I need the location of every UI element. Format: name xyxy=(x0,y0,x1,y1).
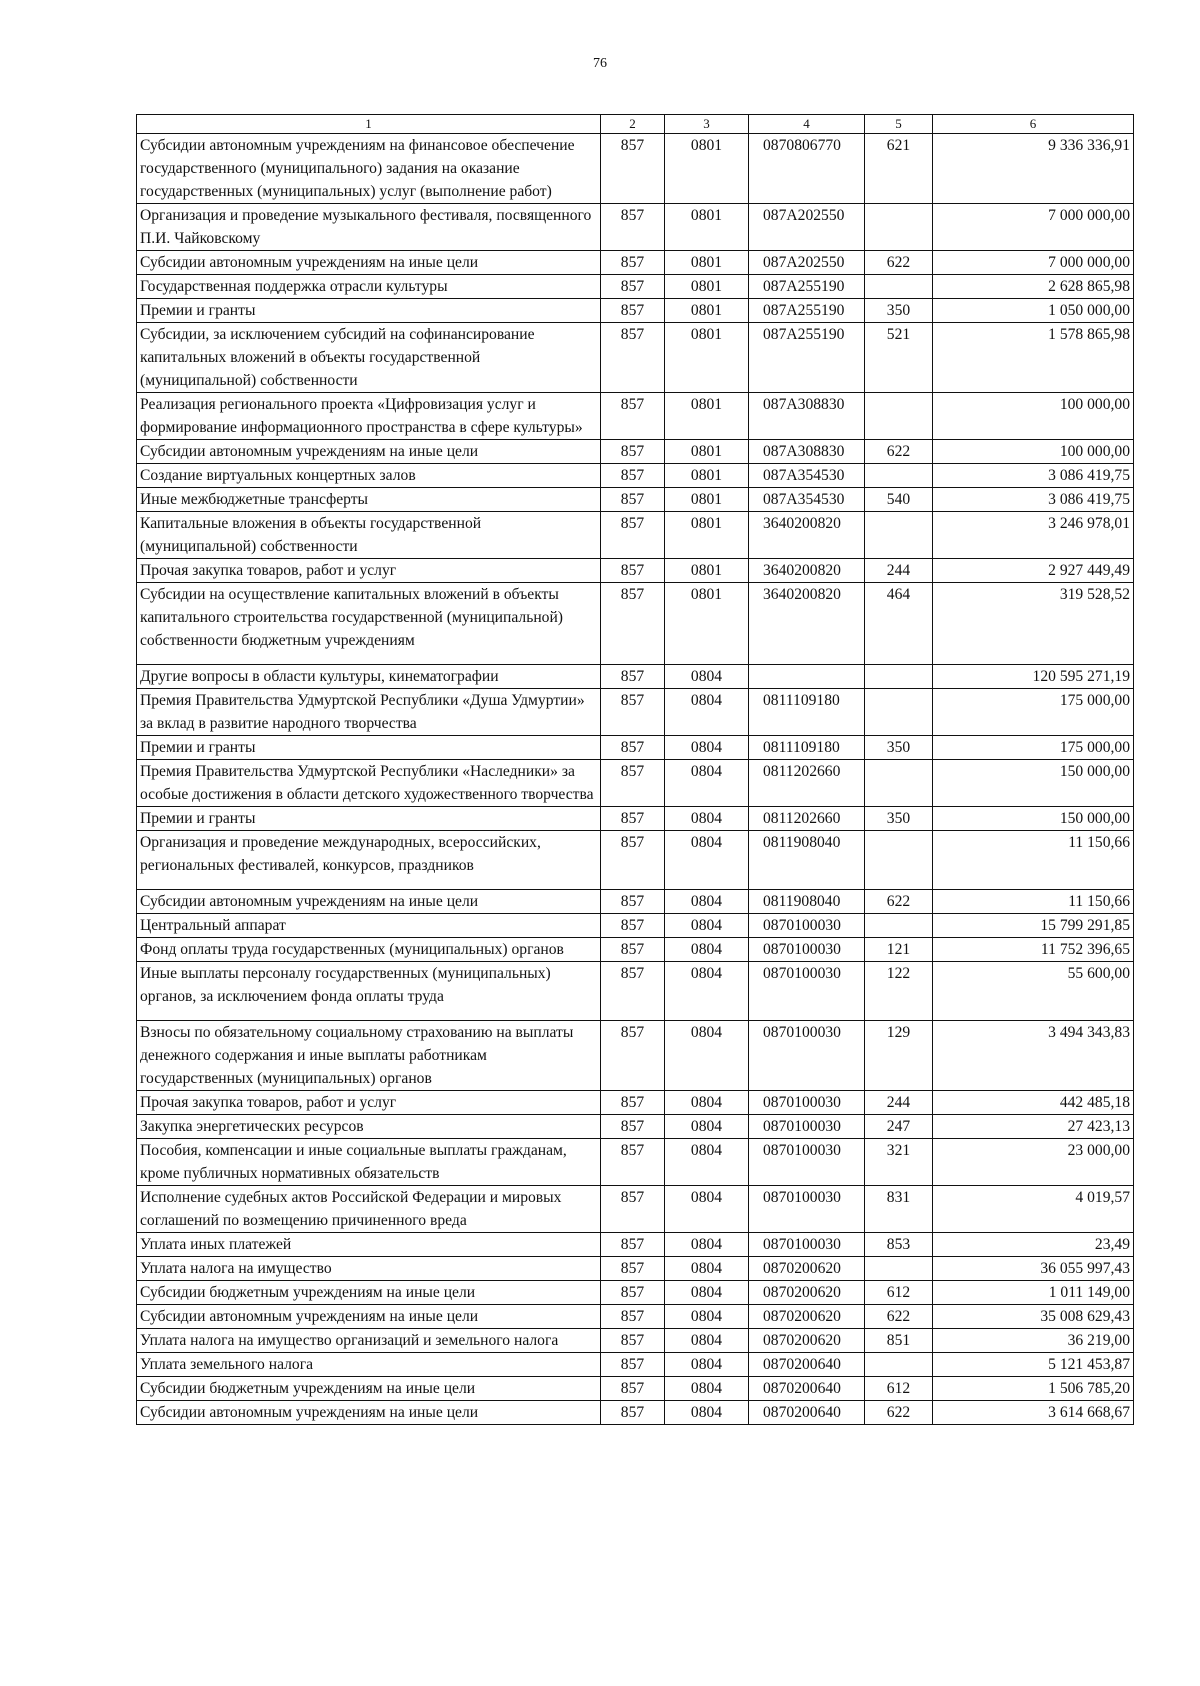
grbs-code: 857 xyxy=(601,1139,665,1186)
column-header: 5 xyxy=(865,115,933,134)
section-code: 0801 xyxy=(665,323,749,393)
expense-type-code: 851 xyxy=(865,1329,933,1353)
grbs-code: 857 xyxy=(601,1091,665,1115)
expense-type-code xyxy=(865,831,933,890)
grbs-code: 857 xyxy=(601,1377,665,1401)
amount: 1 578 865,98 xyxy=(933,323,1134,393)
grbs-code: 857 xyxy=(601,512,665,559)
target-code: 0870200620 xyxy=(749,1305,865,1329)
expense-type-code: 121 xyxy=(865,938,933,962)
column-header: 1 xyxy=(137,115,601,134)
section-code: 0804 xyxy=(665,1186,749,1233)
target-code: 087A255190 xyxy=(749,299,865,323)
target-code: 087A308830 xyxy=(749,440,865,464)
grbs-code: 857 xyxy=(601,464,665,488)
amount: 36 055 997,43 xyxy=(933,1257,1134,1281)
table-row xyxy=(137,831,1134,890)
amount: 100 000,00 xyxy=(933,440,1134,464)
table-row xyxy=(137,736,1134,760)
expense-type-code: 247 xyxy=(865,1115,933,1139)
row-name: Субсидии автономным учреждениям на финансовое обеспечение государственного (муниципального) задания на оказание государственных (муниципальных) услуг (выполнение работ) xyxy=(137,134,601,204)
table-row xyxy=(137,275,1134,299)
expense-type-code: 622 xyxy=(865,1401,933,1425)
row-name: Премия Правительства Удмуртской Республики «Наследники» за особые достижения в области детского художественного творчества xyxy=(137,760,601,807)
table-row xyxy=(137,323,1134,393)
expense-type-code xyxy=(865,1257,933,1281)
table-row xyxy=(137,1329,1134,1353)
column-header: 3 xyxy=(665,115,749,134)
target-code: 0870100030 xyxy=(749,1139,865,1186)
amount: 11 150,66 xyxy=(933,890,1134,914)
expense-type-code: 612 xyxy=(865,1377,933,1401)
row-name: Субсидии на осуществление капитальных вложений в объекты капитального строительства государственной (муниципальной) собственности бюджетным учреждениям xyxy=(137,583,601,665)
expense-type-code: 622 xyxy=(865,890,933,914)
row-name: Уплата иных платежей xyxy=(137,1233,601,1257)
section-code: 0804 xyxy=(665,1091,749,1115)
target-code: 3640200820 xyxy=(749,583,865,665)
amount: 35 008 629,43 xyxy=(933,1305,1134,1329)
table-header-row xyxy=(137,115,1134,134)
amount: 2 927 449,49 xyxy=(933,559,1134,583)
grbs-code: 857 xyxy=(601,760,665,807)
grbs-code: 857 xyxy=(601,393,665,440)
row-name: Организация и проведение музыкального фестиваля, посвященного П.И. Чайковскому xyxy=(137,204,601,251)
target-code: 3640200820 xyxy=(749,512,865,559)
section-code: 0804 xyxy=(665,689,749,736)
table-row xyxy=(137,962,1134,1021)
amount: 1 050 000,00 xyxy=(933,299,1134,323)
target-code: 0811908040 xyxy=(749,831,865,890)
amount: 1 506 785,20 xyxy=(933,1377,1134,1401)
expense-type-code: 612 xyxy=(865,1281,933,1305)
table-row xyxy=(137,583,1134,665)
section-code: 0804 xyxy=(665,1377,749,1401)
section-code: 0801 xyxy=(665,559,749,583)
grbs-code: 857 xyxy=(601,665,665,689)
row-name: Иные межбюджетные трансферты xyxy=(137,488,601,512)
table-row xyxy=(137,393,1134,440)
target-code: 0870100030 xyxy=(749,962,865,1021)
section-code: 0804 xyxy=(665,1329,749,1353)
table-row xyxy=(137,251,1134,275)
target-code: 0870100030 xyxy=(749,1233,865,1257)
table-row xyxy=(137,1021,1134,1091)
row-name: Исполнение судебных актов Российской Федерации и мировых соглашений по возмещению причиненного вреда xyxy=(137,1186,601,1233)
section-code: 0804 xyxy=(665,736,749,760)
row-name: Фонд оплаты труда государственных (муниципальных) органов xyxy=(137,938,601,962)
expense-type-code: 622 xyxy=(865,440,933,464)
grbs-code: 857 xyxy=(601,1305,665,1329)
table-row xyxy=(137,890,1134,914)
section-code: 0801 xyxy=(665,488,749,512)
expense-type-code xyxy=(865,393,933,440)
row-name: Субсидии автономным учреждениям на иные цели xyxy=(137,251,601,275)
column-header: 4 xyxy=(749,115,865,134)
section-code: 0804 xyxy=(665,1021,749,1091)
section-code: 0804 xyxy=(665,760,749,807)
row-name: Субсидии автономным учреждениям на иные цели xyxy=(137,1401,601,1425)
grbs-code: 857 xyxy=(601,1281,665,1305)
amount: 11 150,66 xyxy=(933,831,1134,890)
table-row xyxy=(137,512,1134,559)
section-code: 0801 xyxy=(665,204,749,251)
expense-type-code xyxy=(865,464,933,488)
amount: 3 494 343,83 xyxy=(933,1021,1134,1091)
column-header: 6 xyxy=(933,115,1134,134)
grbs-code: 857 xyxy=(601,1186,665,1233)
amount: 150 000,00 xyxy=(933,807,1134,831)
row-name: Уплата налога на имущество xyxy=(137,1257,601,1281)
section-code: 0804 xyxy=(665,1115,749,1139)
section-code: 0804 xyxy=(665,665,749,689)
expense-type-code: 464 xyxy=(865,583,933,665)
expense-type-code: 853 xyxy=(865,1233,933,1257)
target-code: 0870806770 xyxy=(749,134,865,204)
amount: 3 086 419,75 xyxy=(933,464,1134,488)
expense-type-code xyxy=(865,1353,933,1377)
grbs-code: 857 xyxy=(601,962,665,1021)
section-code: 0804 xyxy=(665,1305,749,1329)
row-name: Закупка энергетических ресурсов xyxy=(137,1115,601,1139)
amount: 100 000,00 xyxy=(933,393,1134,440)
table-row xyxy=(137,1353,1134,1377)
amount: 9 336 336,91 xyxy=(933,134,1134,204)
expense-type-code: 350 xyxy=(865,807,933,831)
table-row xyxy=(137,1139,1134,1186)
column-header: 2 xyxy=(601,115,665,134)
grbs-code: 857 xyxy=(601,488,665,512)
target-code: 087A202550 xyxy=(749,204,865,251)
grbs-code: 857 xyxy=(601,275,665,299)
expense-type-code xyxy=(865,665,933,689)
grbs-code: 857 xyxy=(601,1401,665,1425)
row-name: Субсидии автономным учреждениям на иные цели xyxy=(137,440,601,464)
page-number: 76 xyxy=(593,56,607,71)
row-name: Премии и гранты xyxy=(137,299,601,323)
amount: 55 600,00 xyxy=(933,962,1134,1021)
target-code: 087A354530 xyxy=(749,464,865,488)
section-code: 0804 xyxy=(665,1281,749,1305)
section-code: 0801 xyxy=(665,275,749,299)
section-code: 0801 xyxy=(665,299,749,323)
row-name: Субсидии, за исключением субсидий на софинансирование капитальных вложений в объекты государственной (муниципальной) собственности xyxy=(137,323,601,393)
budget-table xyxy=(136,114,1134,1425)
amount: 319 528,52 xyxy=(933,583,1134,665)
grbs-code: 857 xyxy=(601,1353,665,1377)
grbs-code: 857 xyxy=(601,1233,665,1257)
target-code: 0870200620 xyxy=(749,1257,865,1281)
row-name: Субсидии автономным учреждениям на иные цели xyxy=(137,890,601,914)
row-name: Субсидии бюджетным учреждениям на иные цели xyxy=(137,1377,601,1401)
expense-type-code: 129 xyxy=(865,1021,933,1091)
table-row xyxy=(137,1091,1134,1115)
grbs-code: 857 xyxy=(601,1329,665,1353)
row-name: Премии и гранты xyxy=(137,736,601,760)
table-row xyxy=(137,204,1134,251)
row-name: Премия Правительства Удмуртской Республики «Душа Удмуртии» за вклад в развитие народного творчества xyxy=(137,689,601,736)
section-code: 0804 xyxy=(665,1139,749,1186)
section-code: 0801 xyxy=(665,440,749,464)
target-code: 0811202660 xyxy=(749,807,865,831)
row-name: Субсидии бюджетным учреждениям на иные цели xyxy=(137,1281,601,1305)
target-code: 0870100030 xyxy=(749,914,865,938)
expense-type-code: 350 xyxy=(865,299,933,323)
target-code: 0870200640 xyxy=(749,1401,865,1425)
grbs-code: 857 xyxy=(601,914,665,938)
amount: 175 000,00 xyxy=(933,689,1134,736)
expense-type-code: 244 xyxy=(865,1091,933,1115)
grbs-code: 857 xyxy=(601,938,665,962)
expense-type-code: 831 xyxy=(865,1186,933,1233)
row-name: Уплата земельного налога xyxy=(137,1353,601,1377)
target-code: 0870200620 xyxy=(749,1281,865,1305)
amount: 23 000,00 xyxy=(933,1139,1134,1186)
row-name: Пособия, компенсации и иные социальные выплаты гражданам, кроме публичных нормативных обязательств xyxy=(137,1139,601,1186)
expense-type-code xyxy=(865,760,933,807)
grbs-code: 857 xyxy=(601,890,665,914)
grbs-code: 857 xyxy=(601,204,665,251)
expense-type-code: 540 xyxy=(865,488,933,512)
target-code: 087A308830 xyxy=(749,393,865,440)
row-name: Иные выплаты персоналу государственных (муниципальных) органов, за исключением фонда оплаты труда xyxy=(137,962,601,1021)
section-code: 0804 xyxy=(665,938,749,962)
amount: 442 485,18 xyxy=(933,1091,1134,1115)
expense-type-code xyxy=(865,204,933,251)
grbs-code: 857 xyxy=(601,736,665,760)
section-code: 0804 xyxy=(665,890,749,914)
section-code: 0804 xyxy=(665,962,749,1021)
grbs-code: 857 xyxy=(601,134,665,204)
row-name: Уплата налога на имущество организаций и земельного налога xyxy=(137,1329,601,1353)
expense-type-code: 622 xyxy=(865,1305,933,1329)
grbs-code: 857 xyxy=(601,807,665,831)
expense-type-code: 622 xyxy=(865,251,933,275)
row-name: Центральный аппарат xyxy=(137,914,601,938)
amount: 11 752 396,65 xyxy=(933,938,1134,962)
amount: 4 019,57 xyxy=(933,1186,1134,1233)
grbs-code: 857 xyxy=(601,251,665,275)
grbs-code: 857 xyxy=(601,1257,665,1281)
table-row xyxy=(137,488,1134,512)
section-code: 0804 xyxy=(665,1233,749,1257)
row-name: Государственная поддержка отрасли культуры xyxy=(137,275,601,299)
amount: 23,49 xyxy=(933,1233,1134,1257)
target-code: 0811109180 xyxy=(749,689,865,736)
row-name: Прочая закупка товаров, работ и услуг xyxy=(137,1091,601,1115)
target-code: 087A202550 xyxy=(749,251,865,275)
target-code: 087A255190 xyxy=(749,323,865,393)
amount: 3 246 978,01 xyxy=(933,512,1134,559)
target-code: 0811908040 xyxy=(749,890,865,914)
amount: 15 799 291,85 xyxy=(933,914,1134,938)
section-code: 0804 xyxy=(665,831,749,890)
table-row xyxy=(137,134,1134,204)
row-name: Капитальные вложения в объекты государственной (муниципальной) собственности xyxy=(137,512,601,559)
grbs-code: 857 xyxy=(601,299,665,323)
table-row xyxy=(137,689,1134,736)
target-code: 0870100030 xyxy=(749,938,865,962)
amount: 3 086 419,75 xyxy=(933,488,1134,512)
amount: 5 121 453,87 xyxy=(933,1353,1134,1377)
expense-type-code xyxy=(865,512,933,559)
table-row xyxy=(137,464,1134,488)
section-code: 0801 xyxy=(665,251,749,275)
amount: 2 628 865,98 xyxy=(933,275,1134,299)
row-name: Создание виртуальных концертных залов xyxy=(137,464,601,488)
section-code: 0801 xyxy=(665,134,749,204)
target-code: 087A354530 xyxy=(749,488,865,512)
amount: 7 000 000,00 xyxy=(933,251,1134,275)
section-code: 0801 xyxy=(665,512,749,559)
expense-type-code: 521 xyxy=(865,323,933,393)
expense-type-code xyxy=(865,689,933,736)
amount: 36 219,00 xyxy=(933,1329,1134,1353)
section-code: 0801 xyxy=(665,464,749,488)
row-name: Организация и проведение международных, всероссийских, региональных фестивалей, конкурсов, праздников xyxy=(137,831,601,890)
section-code: 0804 xyxy=(665,1401,749,1425)
section-code: 0804 xyxy=(665,1353,749,1377)
row-name: Реализация регионального проекта «Цифровизация услуг и формирование информационного пространства в сфере культуры» xyxy=(137,393,601,440)
expense-type-code xyxy=(865,275,933,299)
row-name: Субсидии автономным учреждениям на иные цели xyxy=(137,1305,601,1329)
target-code: 0870100030 xyxy=(749,1091,865,1115)
table-row xyxy=(137,1377,1134,1401)
row-name: Взносы по обязательному социальному страхованию на выплаты денежного содержания и иные выплаты работникам государственных (муниципальных) органов xyxy=(137,1021,601,1091)
target-code: 0811109180 xyxy=(749,736,865,760)
section-code: 0804 xyxy=(665,807,749,831)
target-code: 0870100030 xyxy=(749,1115,865,1139)
amount: 3 614 668,67 xyxy=(933,1401,1134,1425)
section-code: 0801 xyxy=(665,393,749,440)
section-code: 0804 xyxy=(665,1257,749,1281)
row-name: Прочая закупка товаров, работ и услуг xyxy=(137,559,601,583)
table-row xyxy=(137,1305,1134,1329)
target-code: 0870200640 xyxy=(749,1353,865,1377)
target-code: 0870200620 xyxy=(749,1329,865,1353)
expense-type-code: 244 xyxy=(865,559,933,583)
target-code: 087A255190 xyxy=(749,275,865,299)
expense-type-code: 321 xyxy=(865,1139,933,1186)
table-row xyxy=(137,1257,1134,1281)
amount: 27 423,13 xyxy=(933,1115,1134,1139)
table-row xyxy=(137,665,1134,689)
table-row xyxy=(137,1401,1134,1425)
expense-type-code: 621 xyxy=(865,134,933,204)
grbs-code: 857 xyxy=(601,583,665,665)
table-row xyxy=(137,440,1134,464)
target-code: 0811202660 xyxy=(749,760,865,807)
expense-type-code xyxy=(865,914,933,938)
amount: 7 000 000,00 xyxy=(933,204,1134,251)
target-code: 0870100030 xyxy=(749,1186,865,1233)
table-row xyxy=(137,760,1134,807)
amount: 175 000,00 xyxy=(933,736,1134,760)
grbs-code: 857 xyxy=(601,440,665,464)
table-row xyxy=(137,559,1134,583)
grbs-code: 857 xyxy=(601,1115,665,1139)
target-code: 0870100030 xyxy=(749,1021,865,1091)
table-row xyxy=(137,807,1134,831)
amount: 1 011 149,00 xyxy=(933,1281,1134,1305)
table-row xyxy=(137,299,1134,323)
table-row xyxy=(137,1233,1134,1257)
grbs-code: 857 xyxy=(601,559,665,583)
target-code xyxy=(749,665,865,689)
section-code: 0801 xyxy=(665,583,749,665)
target-code: 0870200640 xyxy=(749,1377,865,1401)
target-code: 3640200820 xyxy=(749,559,865,583)
grbs-code: 857 xyxy=(601,689,665,736)
expense-type-code: 122 xyxy=(865,962,933,1021)
table-row xyxy=(137,1281,1134,1305)
amount: 150 000,00 xyxy=(933,760,1134,807)
row-name: Премии и гранты xyxy=(137,807,601,831)
amount: 120 595 271,19 xyxy=(933,665,1134,689)
row-name: Другие вопросы в области культуры, кинематографии xyxy=(137,665,601,689)
grbs-code: 857 xyxy=(601,1021,665,1091)
grbs-code: 857 xyxy=(601,831,665,890)
table-row xyxy=(137,938,1134,962)
grbs-code: 857 xyxy=(601,323,665,393)
table-row xyxy=(137,1186,1134,1233)
table-row xyxy=(137,1115,1134,1139)
section-code: 0804 xyxy=(665,914,749,938)
table-row xyxy=(137,914,1134,938)
expense-type-code: 350 xyxy=(865,736,933,760)
